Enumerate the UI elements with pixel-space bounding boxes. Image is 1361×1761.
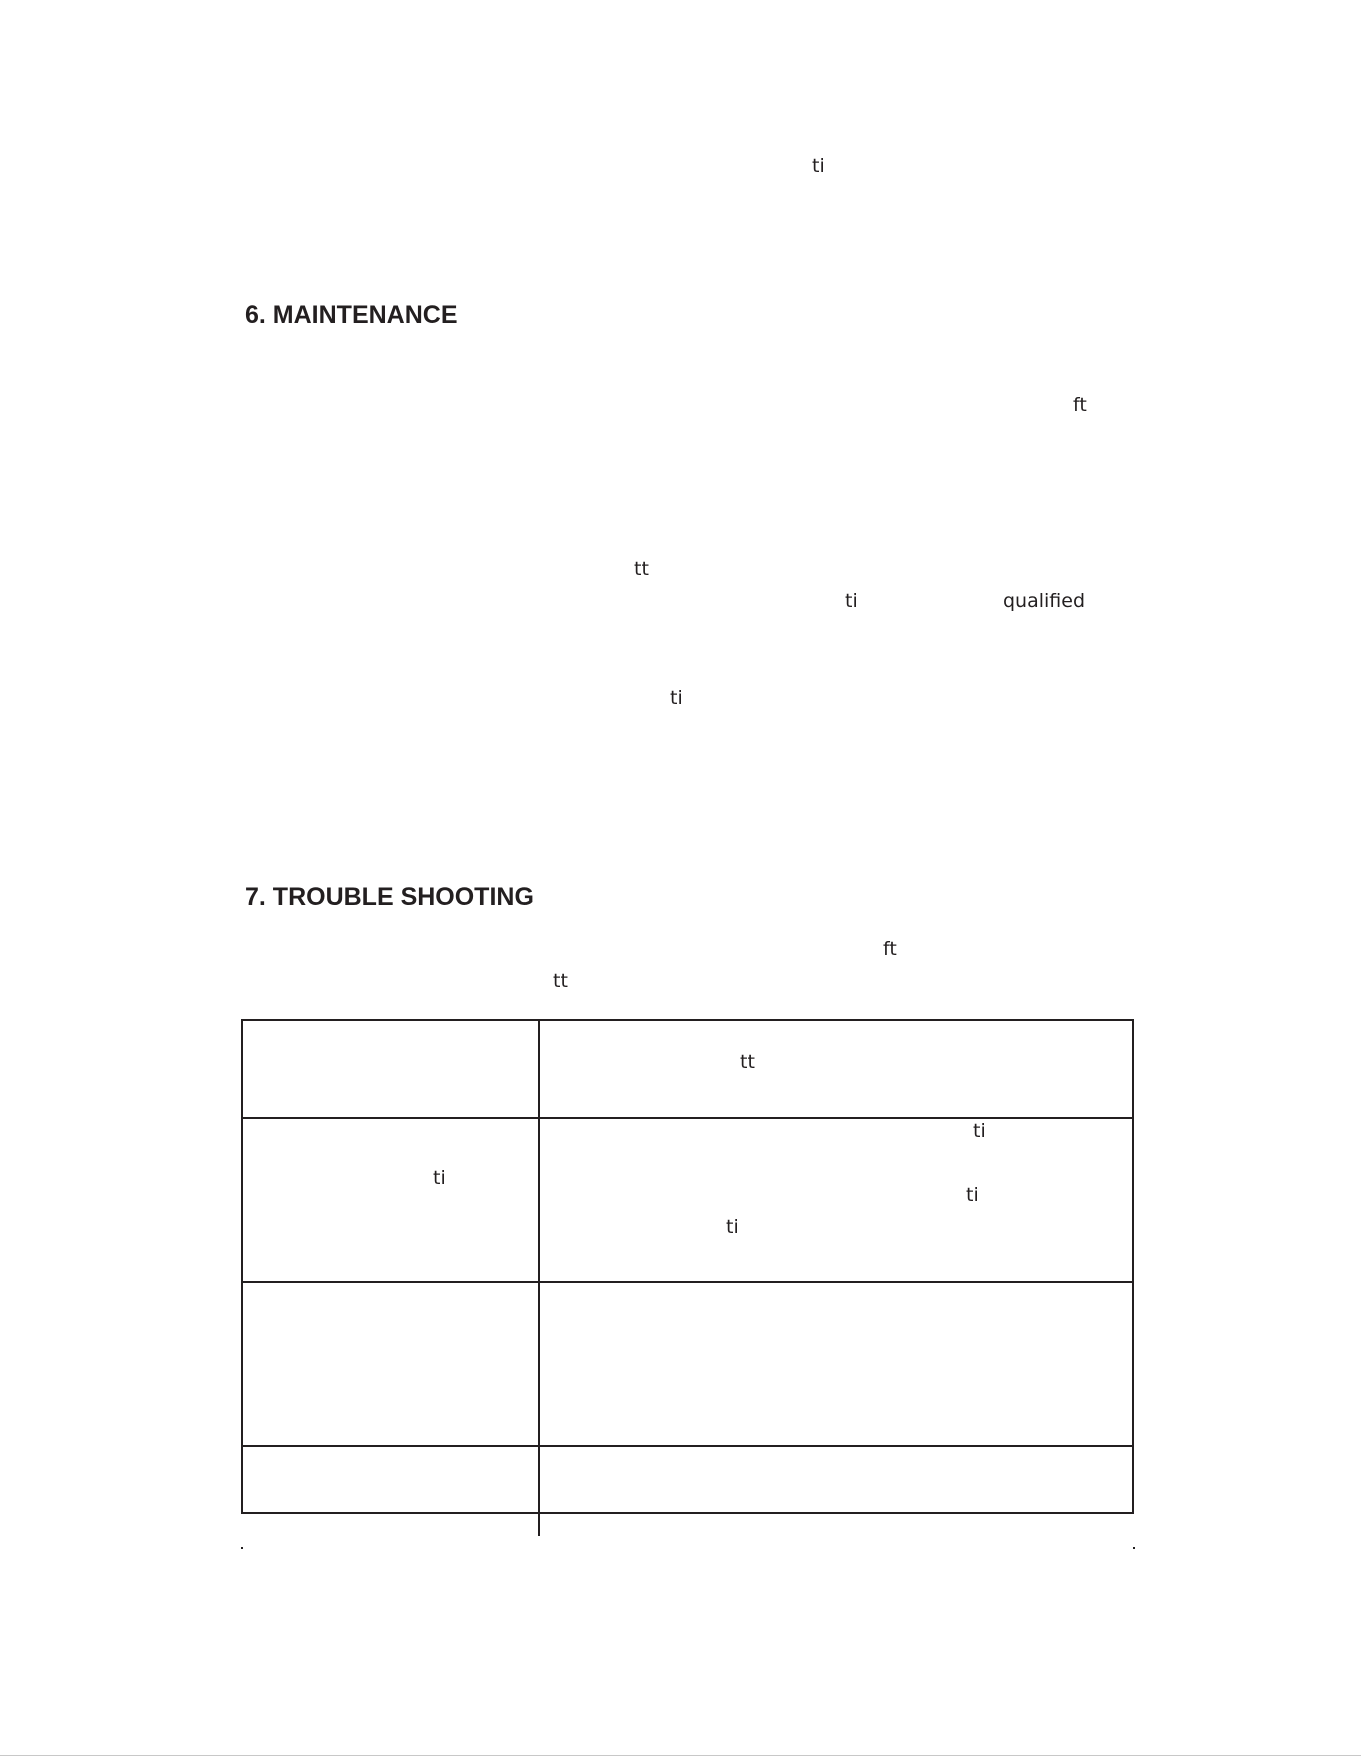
table-row-2-remedy-fragment: ti [966, 1184, 979, 1206]
text-fragment: ft [1073, 394, 1087, 416]
page-bottom-rule [0, 1755, 1361, 1756]
text-fragment: ti [670, 687, 683, 709]
section-heading-maintenance: 6. MAINTENANCE [245, 301, 458, 329]
table-row-2-problem-fragment: ti [433, 1167, 446, 1189]
text-fragment: ti [812, 155, 825, 177]
text-fragment: tt [553, 970, 568, 992]
trouble-shooting-table [241, 1019, 1134, 1514]
page-mark [241, 1547, 243, 1549]
table-row-1-remedy-fragment: tt [740, 1051, 755, 1073]
text-fragment: ft [883, 938, 897, 960]
table-row-divider [243, 1281, 1132, 1283]
text-fragment: ti [845, 590, 858, 612]
table-row-2-remedy-fragment: ti [726, 1216, 739, 1238]
table-row-2-remedy-fragment: ti [973, 1120, 986, 1142]
section-heading-trouble-shooting: 7. TROUBLE SHOOTING [245, 883, 534, 911]
text-fragment: tt [634, 558, 649, 580]
text-fragment: qualified [1003, 590, 1086, 612]
table-column-divider [538, 1019, 540, 1536]
table-row-divider [243, 1117, 1132, 1119]
table-row-divider [243, 1445, 1132, 1447]
page-mark [1133, 1547, 1135, 1549]
